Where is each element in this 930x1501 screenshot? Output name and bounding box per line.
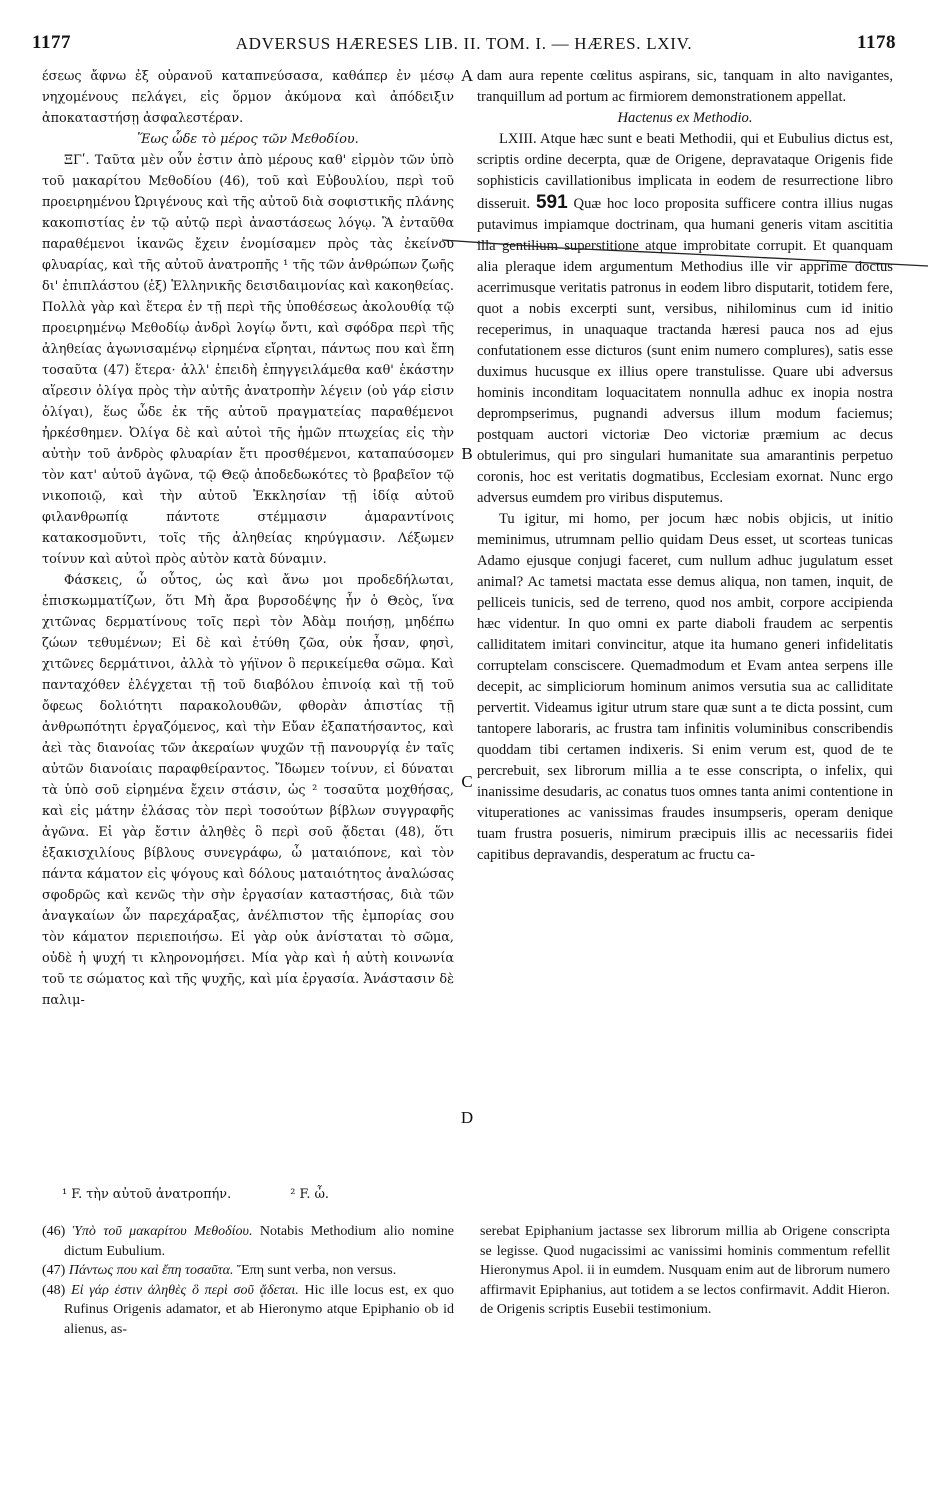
margin-letter-c: C: [461, 772, 473, 791]
footnote-text: Hic ille locus est, ex quo Rufinus Origenis adamator, et ab Hieronymo atque Epiphanio ob id alienus, as-: [64, 1282, 455, 1337]
page-number-right: 1178: [857, 32, 896, 53]
latin-section-heading: Hactenus ex Methodio.: [617, 110, 753, 126]
greek-paragraph: ΞΓʹ. Ταῦτα μὲν οὖν ἐστιν ἀπὸ μέρους καθ' εἰρμὸν τῶν ὑπὸ τοῦ μακαρίτου Μεθοδίου (46), τοῦ καὶ Εὐβουλίου, περὶ τοῦ προειρημένου Ὠριγένους καὶ τῆς αὐτοῦ διὰ σοφιστικῆς πλάνης κακοπιστίας ἐν τῷ αὐτῷ περὶ ἀναστάσεως λόγῳ. Ἃ ἐνταῦθα παραθέμενοι ἱκανῶς ἔχειν ἐνομίσαμεν πρὸς τὰς ἐκείνου φλυαρίας, καὶ τῆς αὐτοῦ ἀνατροπῆς ¹ τῆς τῶν ἀνθρώπων ζωῆς δι' ἐπιπλάστου (ἐξ) Ἑλληνικῆς δεισιδαιμονίας καὶ κακοηθείας. Πολλὰ γὰρ καὶ ἕτερα ἐν τῇ περὶ τῆς ὑποθέσεως ἀκολουθίᾳ τῷ προειρημένῳ Μεθοδίῳ ἀνδρὶ λογίῳ ὄντι, καὶ σφόδρα περὶ τῆς ἀληθείας ἀγωνισαμένῳ εἰρημένα εἴρηται, πάντως που καὶ ἔπη τοσαῦτα (47) ἕτερα· ἀλλ' ἐπειδὴ ἐπηγγειλάμεθα καθ' ἑκάστην αἵρεσιν ὀλίγα πρὸς τὴν αὐτῆς ἀνατροπὴν λέγειν (οὐ γάρ εἰσιν ὀλίγαι), ἕως ὧδε ἐκ τῆς αὐτοῦ πραγματείας παραθέμενοι ἠρκέσθημεν. Ὀλίγα δὲ καὶ αὐτοὶ τῆς ἡμῶν πτωχείας εἰς τὴν αὐτὴν τοῦ ἀνδρὸς φλυαρίαν ἔτι προσθέμενοι, καταπαύσομεν τὸν κατ' αὐτοῦ ἀγῶνα, τῷ Θεῷ ἀποδεδωκότες τὸ βραβεῖον τῷ νικοποιῷ, καὶ τὴν αὐτοῦ Ἐκκλησίαν τῇ ἰδίᾳ αὐτοῦ φιλανθρωπίᾳ πάντοτε στέμμασιν ἀμαραντίνοις κατακοσμοῦντι, τοῖς τῆς ἀληθείας κηρύγμασιν. Λέξωμεν τοίνυν καὶ αὐτοὶ πρὸς αὐτὸν κατὰ δύναμιν.: [42, 153, 454, 567]
critical-apparatus: [62, 1187, 329, 1202]
latin-paragraph: dam aura repente cœlitus aspirans, sic, tanquam in alto navigantes, tranquillum ad portum ac firmiorem demonstrationem appellat.: [477, 68, 893, 105]
greek-paragraph: Φάσκεις, ὦ οὗτος, ὡς καὶ ἄνω μοι προδεδήλωται, ἐπισκωμματίζων, ὅτι Μὴ ἄρα βυρσοδέψης ἦν ὁ Θεὸς, ἵνα χιτῶνας δερματίνους τοῖς περὶ τὸν Ἀδὰμ ποιήσῃ, μηδέπω ζώων τεθυμένων; Εἰ δὲ καὶ ἐτύθη ζῶα, οὐκ ἦσαν, φησὶ, χιτῶνες δερμάτινοι, ἀλλὰ τὸ γήϊνον ὃ περικείμεθα σῶμα. Καὶ πανταχόθεν ἐλέγχεται τῇ τοῦ διαβόλου ἐπινοίᾳ καὶ τῇ τοῦ ὄφεως δολιότητι παρακολουθῶν, φθορὰν ἀπιστίας τῇ ἀνθρωπότητι ἐργαζόμενος, καὶ τὴν Εὔαν ἐξαπατήσαντος, καὶ ἀεὶ τὰς διανοίας τῶν ἀκεραίων ψυχῶν τῇ πανουργίᾳ ἐν ταῖς αὐτῶν διανοίαις παραφθείραντος. Ἴδωμεν τοίνυν, εἰ δύναται τὰ ὑπὸ σοῦ εἰρημένα ἔχειν στάσιν, ὡς ² τοσαῦτα μοχθήσας, καὶ εἰς μάτην ἐλάσας τὸν περὶ τοσούτων βίβλων συγγραφῆς ἀγῶνα. Εἰ γὰρ ἔστιν ἀληθὲς ὃ περὶ σοῦ ᾄδεται (48), ὅτι ἑξακισχιλίους βίβλους συνεγράφω, ὦ ματαιόπονε, καὶ τὸν πάντα κάματον εἰς ψόγους καὶ δόλους ματαιότητος ἀναλώσας σφοδρῶς καὶ κενῶς τὴν σὴν ἐργασίαν καταστήσας, διὰ τῶν ἀναγκαίων ὧν παρεχάραξας, ἀνέλπιστον τῆς ἐμπορίας σου τὸν κάματον περιεποιήσω. Εἰ γὰρ οὐκ ἀνίσταται τὸ σῶμα, οὐδὲ ἡ ψυχή τι κληρονομήσει. Μία γὰρ καὶ ἡ αὐτὴ κοινωνία τοῦ τε σώματος καὶ τῆς ψυχῆς, καὶ μία ἐργασία. Ἀνάστασιν δὲ παλιμ-: [42, 573, 454, 1008]
latin-paragraph: [477, 129, 893, 509]
pen-scribble: [440, 234, 930, 270]
footnote: [42, 1261, 454, 1281]
page-number-left: 1177: [32, 32, 71, 53]
footnote-lemma: Εἰ γάρ ἐστιν ἀληθὲς ὃ περὶ σοῦ ᾄδεται.: [71, 1282, 299, 1298]
footnote-text: Notabis Methodium alio nomine dictum Eubulium.: [64, 1224, 454, 1259]
latin-paragraph-continued: Quæ hoc loco proposita sufficere contra illius nugas putavimus impiamque doctrinam, qua humani generis vitam ascititia illa gentilium superstitione atque improbitate corrupit. Et quanquam alia pleraque idem argumentum Methodius ille vir apprime doctus acerrimusque veritatis patronus in eodem libro disputarit, totidem fere, quot a nobis excerpti sunt, versibus, nihilominus cum id initio receperimus, in unaquaque tractanda hæresi pauca nos ad ejus confutationem esse dicturos (sunt enim numero complures), satis esse duximus hucusque ex illius opere transtulisse. Quare ubi adversus hominis inconditam loquacitatem nonnulla adhuc ex inopia nostra deprompserimus, pugnandi adversus illum modum faciemus; postquam auctori victoriæ Deo victoriæ præmium ac decus obtulerimus, qui pro singulari humanitate sua amarantinis perpetuo coronis, hoc est veritatis dogmatibus, Ecclesiam exornat. Nunc ergo adversus eumdem pro viribus disputemus.: [477, 196, 894, 506]
footnote: [42, 1222, 454, 1261]
margin-letter-b: B: [461, 444, 473, 463]
footnote-lemma: Ὑπὸ τοῦ μακαρίτου Μεθοδίου.: [72, 1224, 253, 1239]
apparatus-note-1: ¹ F. τὴν αὐτοῦ ἀνατροπήν.: [62, 1187, 232, 1202]
footnote-number: (48): [42, 1282, 66, 1298]
running-head: [32, 30, 896, 60]
margin-letter-d: D: [460, 1108, 474, 1127]
latin-paragraph: Tu igitur, mi homo, per jocum hæc nobis objicis, ut initio meminimus, utrumnam pellio quidam Deus esset, ut scorteas tunicas Adamo ejusque conjugi faceret, cum nullum adhuc jugulatum esset animal? Ac tametsi mactata esse demus aliqua, non tamen, inquit, de pelliceis tunicis, sed de terreno, quod nos ambit, corpore accipienda hæc videntur. In quo omni ex parte diaboli fraudem ac serpentis calliditatem imitari convincitur, atque ita humano generi infidelitatis corruptelam consciscere. Quemadmodum et Evam antea serpens ille decepit, ac simpliciorum hominum animos versutia sua ac calliditate pervertit. Videamus igitur utrum stare quæ sunt a te dicta possint, cum tantopere laboraris, ac frustra tam infinitis voluminibus conscribendis quoddam tibi certamen indixeris. Si enim verum est, quod de te percrebuit, sex librorum millia a te esse conscripta, o infelix, qui inanissime desudaris, ac conatus tuos omnes tanta animi contentione in vituperationes ac vanissimas fraudes insumpseris, operam denique tuam frustra posueris, nimirum præcipuis illis ac necessariis fidei capitibus depravandis, desperatum ac fructu ca-: [477, 511, 893, 863]
footnote-number: (46): [42, 1224, 66, 1239]
footnote-continued: serebat Epiphanium jactasse sex librorum millia ab Origene conscripta se legisse. Quod nugacissimi ac vanissimi hominis commentum refellit Hieronymus Apol. ii in eumdem. Nusquam enim aut de librorum numero affirmavit Epiphanius, aut totidem a se lectos confirmavit. Addit Hieron. de Origenis scriptis Eusebii testimonium.: [480, 1224, 890, 1317]
footnotes-right: [480, 1222, 890, 1320]
column-number: 591: [535, 192, 568, 213]
greek-section-heading: Ἕως ὧδε τὸ μέρος τῶν Μεθοδίου.: [137, 132, 359, 147]
footnote-lemma: Πάντως που καὶ ἔπη τοσαῦτα.: [68, 1263, 234, 1278]
apparatus-note-2: ² F. ὦ.: [290, 1187, 329, 1202]
running-title: ADVERSUS HÆRESES LIB. II. TOM. I. — HÆRES. LXIV.: [235, 34, 693, 53]
latin-column: [477, 66, 893, 866]
greek-column: [42, 66, 454, 1011]
footnote-text: Ἔπη sunt verba, non versus.: [233, 1263, 397, 1278]
footnotes-left: [42, 1222, 454, 1339]
latin-paragraph-lxiii: LXIII. Atque hæc sunt e beati Methodii, qui et Eubulius dictus est, scriptis ordine decerpta, quæ de Origene, depravataque Origenis fide sophisticis cavillationibus implicata in eodem de resurrectione libro disseruit.: [477, 131, 893, 212]
greek-paragraph: έσεως ἄφνω ἐξ οὐρανοῦ καταπνεύσασα, καθάπερ ἐν μέσῳ νηχομένους πελάγει, εἰς ὅρμον ἀκύμονα καὶ ἀπόδειξιν ἀποκαταστήσῃ ἀσφαλεστέραν.: [42, 69, 454, 126]
margin-letter-a: A: [460, 66, 474, 85]
footnote: [42, 1281, 454, 1340]
footnote-number: (47): [42, 1263, 66, 1278]
